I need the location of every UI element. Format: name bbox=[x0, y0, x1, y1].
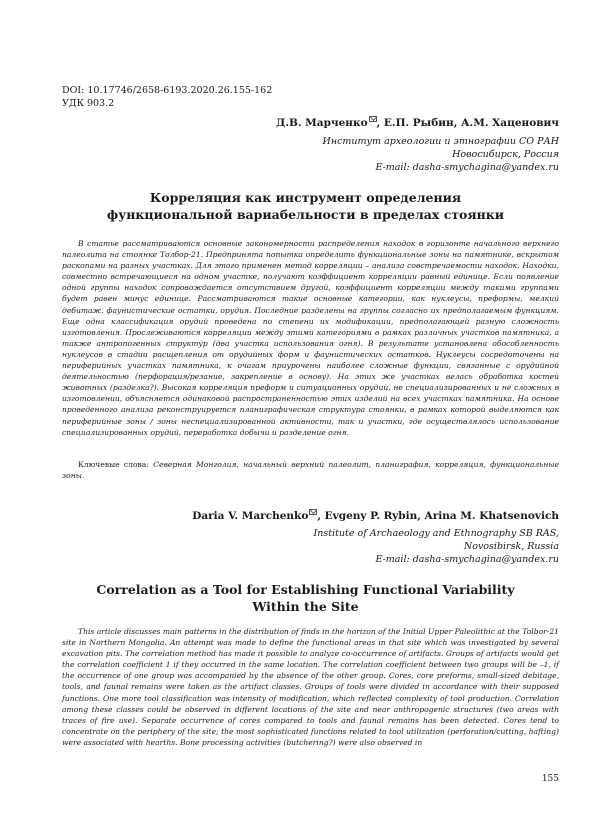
abstract-en: This article discusses main patterns in the distribution of finds in the horizon of the Initial Upper Paleolithic at the Tolbor-21 site in Northern Mongolia. An attempt was made to define the functional areas in that site which was investigated by several excavation pits. The correlation method has made it possible to analyze co-occurrence of artifacts. Groups of artifacts would get the correlation coefficient 1 if they occurred in the same location. The correlation coefficient between two groups will be –1, if the occurrence of one group was accompanied by the absence of the other group. Cores, core preforms, small-sized debitage, tools, and faunal remains were taken as the artifact classes. Groups of tools were divided in accordance with their supposed functions. One more tool classification was intensity of modification, which reflected complexity of tool production. Correlation among these classes could be observed in different locations of the site and near anthropogenic structures (two areas with traces of fire use). Separate occurrence of cores compared to tools and faunal remains has been detected. Cores tend to concentrate on the periphery of the site; the most sophisticated functions related to tool utilization (perforation/cutting, hafting) were associated with hearths. Bone processing activities (butchering?) were also observed in bbox=[62, 627, 559, 747]
keywords-values: Северная Монголия, начальный верхний палеолит, планиграфия, корреляция, функциональные зоны. bbox=[62, 460, 560, 481]
abstract-ru: В статье рассматриваются основные закономерности распределения находок в горизонте начального верхнего палеолита на стоянке Толбор-21. Предпринята попытка определить функциональные зоны на памятнике, вскрытом раскопами на разных участках. Для этого применен метод корреляции – анализа совстречаемости находок. Находки, совместно встречающиеся на одном участке, получают коэффициент корреляции равный единице. Если появление одной группы находок сопровождается отсутствием другой, коэффициент корреляции между такими группами будет равен минус единице. Рассматриваются такие основные категории, как нуклеусы, преформы, мелкий дебитаж, фаунистические остатки, орудия. Последние разделены на группы согласно их предполагаемым функциям. Еще одна классификация орудий проведена по степени их модификации, предполагающей разную сложность изготовления. Прослеживаются корреляции между этими категориями в рамках различных участков памятника, а также антропогенных структур (два участка использования огня). В результате установлена обособленность нуклеусов в стадии расщепления от орудийных форм и фаунистических остатков. Нуклеусы сосредоточены на периферийных участках памятника, к очагам приурочены наиболее сложные функции, связанные с орудийной деятельностью (перфорация/резание, закрепление в основу). На этих же участках велась обработка костей животных (разделка?). Высокая корреляция преформ и ситуационных орудий, не специализированных и не сложных в изготовлении, объясняется одинаковой распространенностью этих изделий на всех участках памятника. На основе проведенного анализа реконструируется планиграфическая структура стоянки, в рамках которой выделяются как периферийные зоны / зоны неспециализированной активности, так и участки, где осуществлялось использование специализированных орудий, переработка добычи и разделение огня. bbox=[62, 239, 559, 437]
envelope-icon bbox=[309, 509, 317, 515]
author-first-ru: Д.В. Марченко bbox=[276, 117, 368, 129]
city-en: Novosibirsk, Russia bbox=[463, 541, 559, 552]
title-en bbox=[40, 581, 571, 615]
affiliation-en bbox=[313, 527, 559, 566]
title-en-line1: Correlation as a Tool for Establishing Functional Variability bbox=[96, 582, 515, 597]
keywords-ru bbox=[62, 459, 559, 481]
envelope-icon bbox=[369, 116, 377, 122]
authors-rest-ru: , Е.П. Рыбин, А.М. Хаценович bbox=[376, 117, 559, 129]
title-ru bbox=[40, 189, 571, 223]
authors-en bbox=[192, 510, 559, 522]
affiliation-ru bbox=[323, 135, 559, 174]
udk: УДК 903.2 bbox=[62, 97, 115, 109]
title-ru-line1: Корреляция как инструмент определения bbox=[149, 190, 462, 205]
institution-ru: Институт археологии и этнографии СО РАН bbox=[322, 136, 559, 147]
title-en-line2: Within the Site bbox=[252, 599, 359, 614]
email-en: E-mail: dasha-smychagina@yandex.ru bbox=[375, 554, 559, 565]
institution-en: Institute of Archaeology and Ethnography SB RAS, bbox=[313, 528, 559, 539]
title-ru-line2: функциональной вариабельности в пределах стоянки bbox=[106, 207, 505, 222]
page-number: 155 bbox=[541, 774, 559, 784]
article-meta bbox=[62, 85, 272, 110]
authors-ru bbox=[276, 117, 559, 129]
keywords-label: Ключевые слова: bbox=[78, 460, 154, 469]
authors-rest-en: , Evgeny P. Rybin, Arina M. Khatsenovich bbox=[317, 510, 559, 522]
city-ru: Новосибирск, Россия bbox=[452, 149, 559, 160]
doi: DOI: 10.17746/2658-6193.2020.26.155-162 bbox=[62, 85, 273, 96]
email-ru: E-mail: dasha-smychagina@yandex.ru bbox=[375, 162, 559, 173]
author-first-en: Daria V. Marchenko bbox=[192, 510, 309, 522]
